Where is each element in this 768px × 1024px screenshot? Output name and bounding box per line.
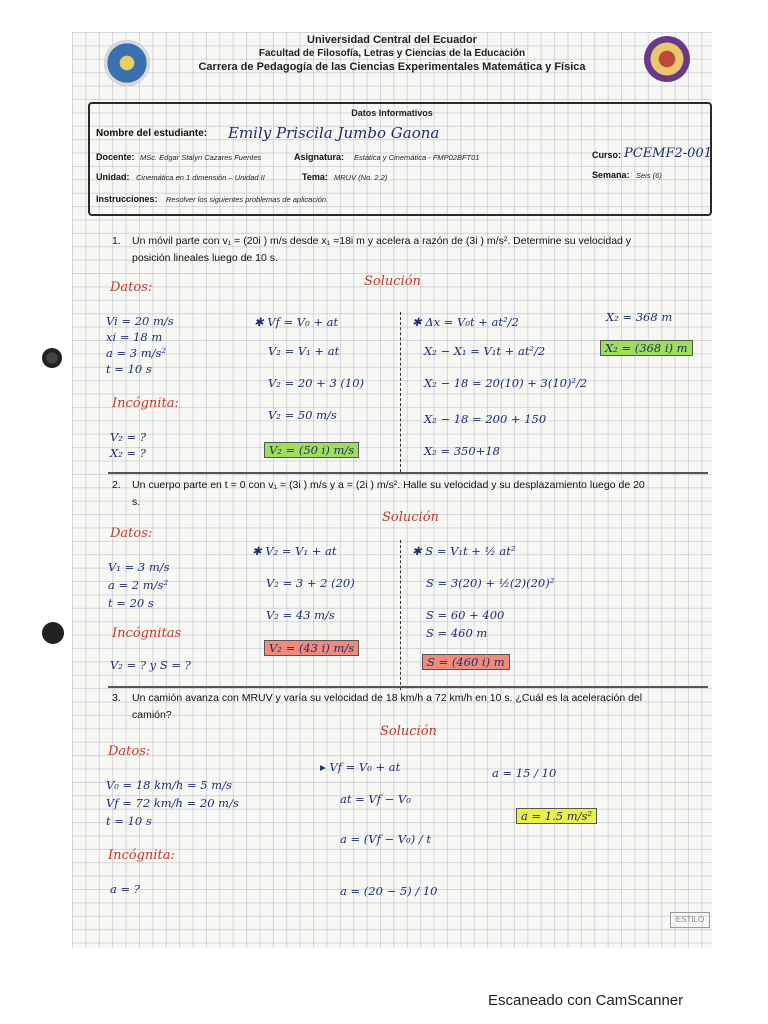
topic-value: MRUV (No. 2.2) — [334, 173, 388, 182]
student-name: Emily Priscila Jumbo Gaona — [228, 124, 440, 142]
problem-1-equation: V₂ = 50 m/s — [268, 408, 337, 422]
problem-2-displacement-result: S = (460 i) m — [422, 654, 510, 670]
problem-3-text-line1: Un camión avanza con MRUV y varía su velocidad de 18 km/h a 72 km/h en 10 s. ¿Cuál es la aceleración del — [132, 692, 643, 704]
problem-1-unknown: X₂ = ? — [110, 446, 146, 460]
problem-1-equation: V₂ = V₁ + at — [268, 344, 340, 358]
problem-2-equation: ✱ V₂ = V₁ + at — [252, 544, 337, 558]
problem-3-solution-title: Solución — [380, 724, 437, 739]
teacher-label: Docente: — [96, 152, 135, 162]
problem-3-text-line2: camión? — [132, 709, 172, 721]
problem-3-acceleration-fraction: a = 15 / 10 — [492, 766, 557, 780]
problem-3-number: 3. — [112, 692, 121, 704]
problem-1-unknown: V₂ = ? — [110, 430, 147, 444]
teacher-value: MSc. Edgar Stalyn Cazares Fuentes — [140, 153, 262, 162]
worksheet — [72, 32, 712, 948]
instructions-label: Instrucciones: — [96, 194, 158, 204]
punch-hole-icon — [42, 622, 64, 644]
unit-value: Cinemática en 1 dimensión – Unidad II — [136, 173, 265, 182]
problem-3-dato: V₀ = 18 km/h = 5 m/s — [106, 778, 232, 792]
problem-2-unknowns: V₂ = ? y S = ? — [110, 658, 191, 672]
career-name: Carrera de Pedagogía de las Ciencias Experimentales Matemática y Física — [198, 61, 586, 73]
problem-1-position-equation: X₂ = 350+18 — [424, 444, 500, 458]
problem-2-equation: V₂ = 3 + 2 (20) — [266, 576, 355, 590]
problem-1-dato: Vi = 20 m/s — [106, 314, 174, 328]
problem-2-velocity-result: V₂ = (43 i) m/s — [264, 640, 359, 656]
problem-3-dato: Vf = 72 km/h = 20 m/s — [106, 796, 239, 810]
problem-2-datos-title: Datos: — [110, 526, 153, 541]
problem-1-divider — [400, 312, 401, 472]
problem-3-incognita-title: Incógnita: — [108, 848, 175, 863]
problem-1-text-line1: Un móvil parte con v₁ = (20i ) m/s desde x₁ =18i m y acelera a razón de (3i ) m/s². Determine su velocidad y — [132, 235, 632, 247]
university-name: Universidad Central del Ecuador — [307, 34, 477, 46]
problem-3-equation: at = Vf − V₀ — [340, 792, 411, 806]
subject-value: Estática y Cinemática - FMP02BFT01 — [354, 153, 480, 162]
unit-label: Unidad: — [96, 172, 130, 182]
problem-2-displacement-equation: S = 60 + 400 — [426, 608, 505, 622]
problem-1-solution-title: Solución — [364, 274, 421, 289]
problem-2-text-line1: Un cuerpo parte en t = 0 con v₁ = (3i ) m/s y a = (2i ) m/s². Halle su velocidad y su desplazamiento luego de 20 — [132, 479, 645, 491]
problem-2-displacement-equation: S = 3(20) + ½(2)(20)² — [426, 576, 555, 590]
problem-2-dato: a = 2 m/s² — [108, 578, 169, 592]
problem-2-number: 2. — [112, 479, 121, 491]
problem-3-dato: t = 10 s — [106, 814, 152, 828]
camscanner-watermark: Escaneado con CamScanner — [488, 992, 684, 1009]
problem-1-position-value: X₂ = 368 m — [606, 310, 673, 324]
problem-1-velocity-result: V₂ = (50 i) m/s — [264, 442, 359, 458]
problem-2-dato: V₁ = 3 m/s — [108, 560, 170, 574]
problem-2-divider — [400, 540, 401, 690]
problem-2-displacement-equation: S = 460 m — [426, 626, 488, 640]
problem-1-position-equation: X₂ − 18 = 200 + 150 — [424, 412, 547, 426]
student-label: Nombre del estudiante: — [96, 128, 208, 139]
info-title: Datos Informativos — [351, 108, 433, 118]
punch-hole-icon — [42, 348, 62, 368]
topic-label: Tema: — [302, 172, 328, 182]
problem-2-separator — [108, 686, 708, 688]
problem-2-incognita-title: Incógnitas — [112, 626, 182, 641]
problem-1-text-line2: posición lineales luego de 10 s. — [132, 252, 278, 264]
problem-3-equation: ▸ Vf = V₀ + at — [320, 760, 401, 774]
brand-logo-icon: ESTILO — [670, 912, 710, 928]
week-label: Semana: — [592, 170, 630, 180]
problem-2-solution-title: Solución — [382, 510, 439, 525]
problem-3-datos-title: Datos: — [108, 744, 151, 759]
problem-1-position-equation: X₂ − X₁ = V₁t + at²/2 — [424, 344, 546, 358]
problem-1-position-result: X₂ = (368 i) m — [600, 340, 693, 356]
course-value: PCEMF2-001 — [624, 146, 712, 161]
problem-1-dato: t = 10 s — [106, 362, 152, 376]
problem-1-number: 1. — [112, 235, 121, 247]
problem-1-position-equation: X₂ − 18 = 20(10) + 3(10)²/2 — [424, 376, 588, 390]
problem-3-acceleration-result: a = 1.5 m/s² — [516, 808, 597, 824]
problem-1-equation: V₂ = 20 + 3 (10) — [268, 376, 365, 390]
faculty-name: Facultad de Filosofía, Letras y Ciencias de la Educación — [258, 48, 526, 59]
problem-2-equation: V₂ = 43 m/s — [266, 608, 335, 622]
problem-3-unknown: a = ? — [110, 882, 140, 896]
problem-2-displacement-equation: ✱ S = V₁t + ½ at² — [412, 544, 516, 558]
problem-1-incognita-title: Incógnita: — [112, 396, 179, 411]
problem-1-position-equation: ✱ Δx = V₀t + at²/2 — [412, 315, 519, 329]
course-label: Curso: — [592, 150, 621, 160]
problem-1-dato: xi = 18 m — [106, 330, 163, 344]
problem-3-equation: a = (Vf − V₀) / t — [340, 832, 432, 846]
problem-1-datos-title: Datos: — [110, 280, 153, 295]
problem-2-dato: t = 20 s — [108, 596, 154, 610]
week-value: Seis (6) — [636, 171, 662, 180]
problem-1-separator — [108, 472, 708, 474]
problem-3-equation: a = (20 − 5) / 10 — [340, 884, 438, 898]
problem-2-text-line2: s. — [132, 496, 141, 508]
subject-label: Asignatura: — [294, 152, 345, 162]
instructions-value: Resolver los siguientes problemas de aplicación. — [166, 195, 329, 204]
problem-1-dato: a = 3 m/s² — [106, 346, 167, 360]
problem-1-equation: ✱ Vf = V₀ + at — [254, 315, 339, 329]
